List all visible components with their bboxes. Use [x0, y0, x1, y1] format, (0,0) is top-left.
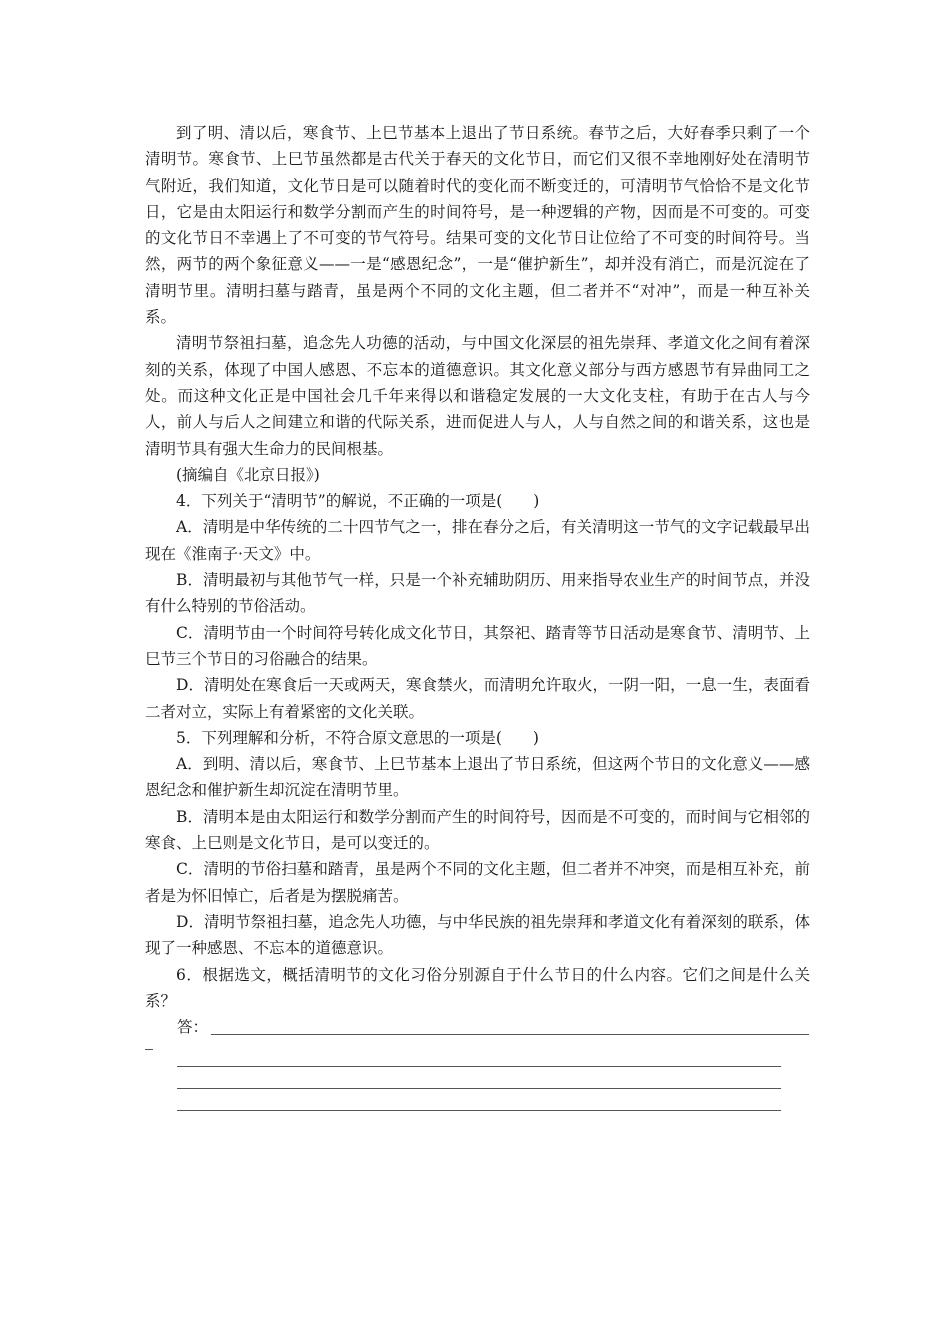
question-5-option-d: D．清明节祭祖扫墓，追念先人功德，与中华民族的祖先崇拜和孝道文化有着深刻的联系，体现了一种感恩、不忘本的道德意识。: [145, 912, 810, 958]
answer-rule: [177, 1110, 781, 1111]
question-4-option-b: B．清明最初与其他节气一样，只是一个补充辅助阴历、用来指导农业生产的时间节点，并没有什么特别的节俗活动。: [145, 571, 810, 616]
answer-line-3[interactable]: [145, 1088, 810, 1110]
answer-rule: [211, 1034, 809, 1035]
question-5-option-b: B．清明本是由太阳运行和数学分割而产生的时间符号，因而是不可变的，而时间与它相邻的寒食、上巳则是文化节日，是可以变迁的。: [145, 807, 810, 853]
question-5-option-c: C．清明的节俗扫墓和踏青，虽是两个不同的文化主题，但二者并不冲突，而是相互补充，前者是为怀旧悼亡，后者是为摆脱痛苦。: [145, 860, 810, 905]
answer-line-1[interactable]: [145, 1014, 810, 1040]
answer-label: 答：: [177, 1018, 209, 1037]
answer-rule-stub: [145, 1049, 153, 1050]
question-5-option-a: A．到明、清以后，寒食节、上巳节基本上退出了节日系统，但这两个节日的文化意义——感恩纪念和催护新生却沉淀在清明节里。: [145, 755, 810, 800]
passage-paragraph-2: 清明节祭祖扫墓，追念先人功德的活动，与中国文化深层的祖先崇拜、孝道文化之间有着深刻的关系，体现了中国人感恩、不忘本的道德意识。其文化意义部分与西方感恩节有异曲同工之处。而这种文化正是中国社会几千年来得以和谐稳定发展的一大文化支柱，有助于在古人与今人，前人与后人之间建立和谐的代际关系，进而促进人与人，人与自然之间的和谐关系，这也是清明节具有强大生命力的民间根基。: [145, 334, 810, 458]
question-4-stem: 4．下列关于“清明节”的解说，不正确的一项是( ): [176, 492, 540, 511]
answer-line-2[interactable]: [145, 1066, 810, 1088]
answer-line-4[interactable]: [145, 1110, 810, 1132]
answer-rule: [177, 1088, 781, 1089]
question-6-stem: 6．根据选文，概括清明节的文化习俗分别源自于什么节日的什么内容。它们之间是什么关系？: [145, 965, 810, 1010]
question-5-stem: 5．下列理解和分析，不符合原文意思的一项是( ): [176, 728, 539, 747]
document-page: [145, 120, 810, 1132]
question-4-option-d: D．清明处在寒食后一天或两天，寒食禁火，而清明允许取火，一阴一阳，一息一生，表面看二者对立，实际上有着紧密的文化关联。: [145, 676, 810, 721]
answer-rule: [177, 1066, 781, 1067]
passage-source: (摘编自《北京日报》): [176, 465, 320, 484]
question-4-option-c: C．清明节由一个时间符号转化成文化节日，其祭祀、踏青等节日活动是寒食节、清明节、上巳节三个节日的习俗融合的结果。: [145, 623, 810, 668]
question-4-option-a: A．清明是中华传统的二十四节气之一，排在春分之后，有关清明这一节气的文字记载最早出现在《淮南子·天文》中。: [145, 518, 810, 563]
answer-line-continuation: [145, 1040, 810, 1066]
passage-paragraph-1: 到了明、清以后，寒食节、上巳节基本上退出了节日系统。春节之后，大好春季只剩了一个清明节。寒食节、上巳节虽然都是古代关于春天的文化节日，而它们又很不幸地刚好处在清明节气附近，我们知道，文化节日是可以随着时代的变化而不断变迁的，可清明节气恰恰不是文化节日，它是由太阳运行和数学分割而产生的时间符号，是一种逻辑的产物，因而是不可变的。可变的文化节日不幸遇上了不可变的节气符号。结果可变的文化节日让位给了不可变的时间符号。当然，两节的两个象征意义——一是“感恩纪念”，一是“催护新生”，却并没有消亡，而是沉淀在了清明节里。清明扫墓与踏青，虽是两个不同的文化主题，但二者并不“对冲”，而是一种互补关系。: [145, 124, 810, 327]
